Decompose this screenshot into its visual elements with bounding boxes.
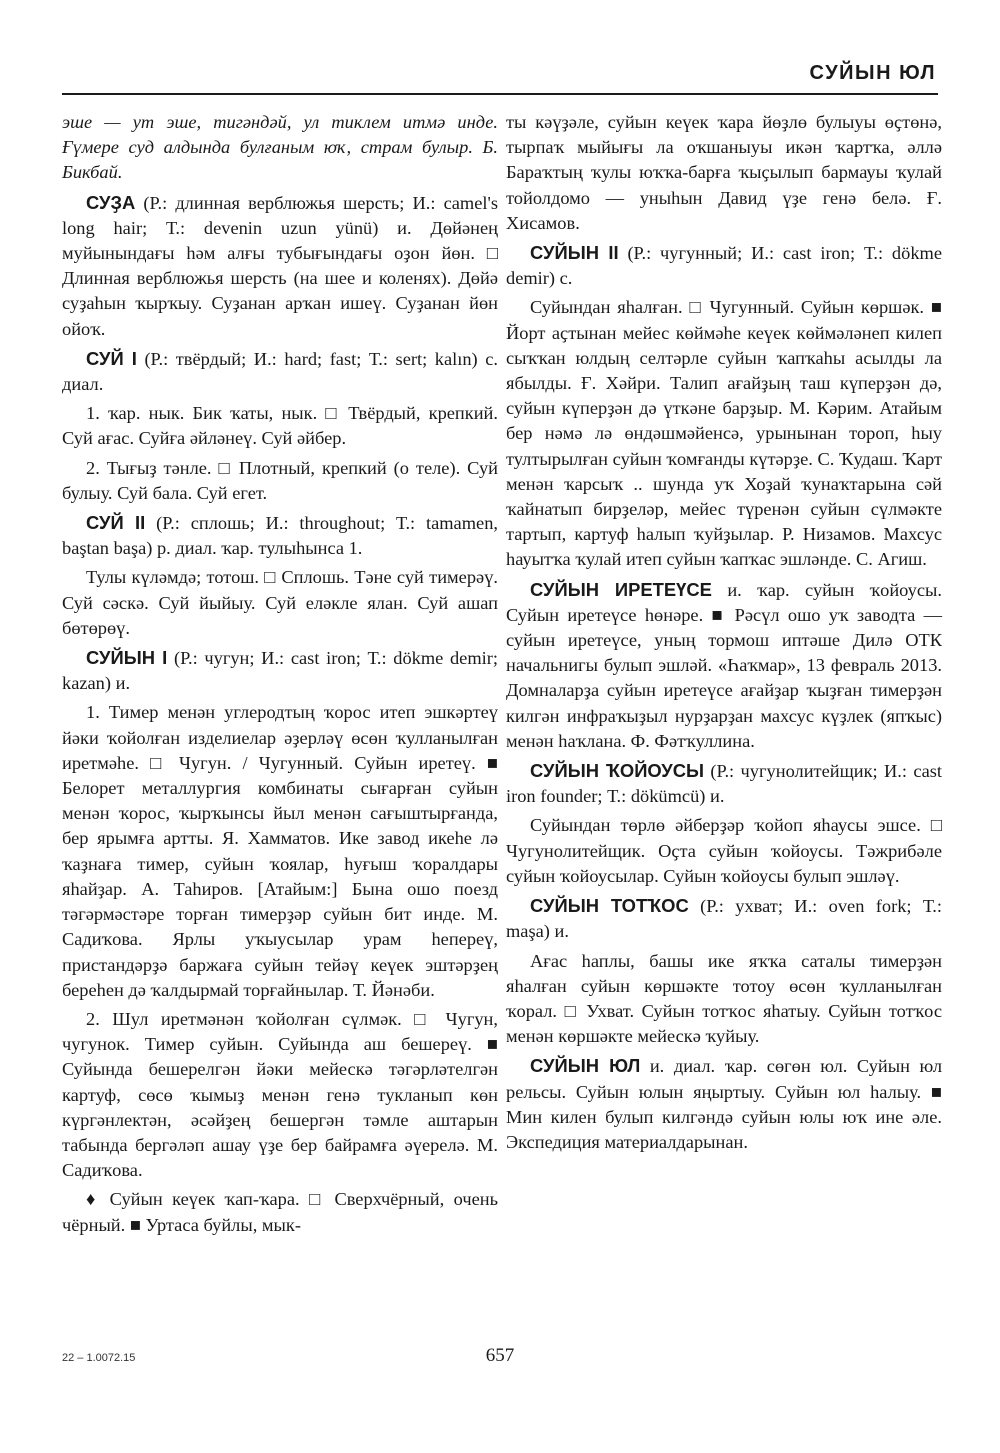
header-rule xyxy=(62,93,938,95)
entry-translations: (Р.: твёрдый; И.: hard; fast; Т.: sert; kalın) с. диал. xyxy=(62,348,498,395)
entry-definition: Ағас һаплы, башы ике яҡҡа саталы тимерҙән яһалған суйын көршәкте тотоу өсөн ҡулланылған ҡорал. □ Ухват. Суйын тотҡос яһатыу. Суйын тотҡос менән көршәкте мейескә ҡуйыу. xyxy=(506,950,942,1047)
entry-definition: Дөйәнең муйынындағы һәм алғы тубығындағы оҙон йөн. □ Длинная верблюжья шерсть (на шее и коленях). Дөйә суҙаһын ҡырҡыу. Суҙанан арҡан ишеү. Суҙанан йөн ойоҡ. xyxy=(62,217,498,339)
entry-translations: (Р.: чугун; И.: cast iron; Т.: dökme demir; kazan) и. xyxy=(62,648,498,694)
entry-suyyn-iretey xyxy=(506,577,942,754)
entry-suza xyxy=(62,190,498,342)
entry-suyyn-yul xyxy=(506,1053,942,1155)
entry-suy-1 xyxy=(62,346,498,397)
sense-1: 1. Тимер менән углеродтың ҡорос итеп эшкәртеү йәки ҡойолған изделиелар әҙерләү өсөн ҡулланылған иретмәһе. □ Чугун. / Чугунный. Суйын иретеү. ■ Белорет металлургия комбинаты сығарған суйын менән ҡорос, ҡырҡынсы йыл менән сағыштырғанда, бер ярымға артты. Я. Хамматов. Ике завод икеһе лә ҡаҙнаға тимер, суйын ҡоялар, һуғыш ҡоралдары яһайҙар. А. Таһиров. [Атайым:] Бына ошо поезд тәгәрмәстәре торған тимерҙәр суйын бит инде. М. Садиҡова. Ярлы уҡыусылар урам һепереү, пристандәрҙә баржаға суйын тейәү кеүек эштәрҙең береһен дә ҡалдырмай торғайнылар. Т. Йәнәби. xyxy=(62,702,498,1000)
entry-translations: (Р.: чугунный; И.: cast iron; Т.: dökme demir) с. xyxy=(506,243,942,289)
entry-suyyn-1 xyxy=(62,645,498,696)
page-number: 657 xyxy=(485,1345,515,1366)
idiom: ♦ Суйын кеүек ҡап-ҡара. □ Сверхчёрный, очень чёрный. ■ Уртаса буйлы, мык- xyxy=(62,1189,498,1235)
headword: СУЙЫН ҠОЙОУСЫ xyxy=(530,760,704,782)
entry-definition: и. диал. ҡар. сөгөн юл. Суйын юл рельсы. Суйын юлын яңыртыу. Суйын юл һалыу. ■ Мин килен булып килгәндә суйын юлы юҡ ине әле. Экспедиция материалдарынан. xyxy=(506,1056,942,1152)
entry-definition: Суйындан төрлө әйберҙәр ҡойоп яһаусы эшсе. □ Чугунолитейщик. Оҫта суйын ҡойоусы. Тәжрибәле суйын ҡойоусылар. Суйын ҡойоусы булып эшләү. xyxy=(506,815,942,886)
headword: СУЙ I xyxy=(86,347,137,369)
entry-suy-2 xyxy=(62,510,498,561)
entry-translations: (Р.: ухват; И.: oven fork; Т.: maşa) и. xyxy=(506,896,942,942)
headword: СУЙЫН I xyxy=(86,647,168,669)
entry-translations: (Р.: чугунолитейщик; И.: cast iron founder; Т.: dökümcü) и. xyxy=(506,761,942,807)
headword: СУЙЫН ТОТҠОС xyxy=(530,895,689,917)
entry-definition: Тулы күләмдә; тотош. □ Сплошь. Тәне суй тимерәү. Суй сәскә. Суй йыйыу. Суй еләкле ялан. Суй ашап бөтөрөү. xyxy=(62,567,498,638)
entry-translations: (Р.: сплошь; И.: throughout; Т.: tamamen, baştan başa) р. диал. ҡар. тулыһынса 1. xyxy=(62,513,498,559)
entry-definition: Суйындан яһалған. □ Чугунный. Суйын көршәк. ■ Йорт аҫтынан мейес көймәһе кеүек көймәләнеп килеп сыҡҡан юлдың селтәрле суйын ҡапҡаһы асылды ла ябылды. Ғ. Хәйри. Талип ағайҙың таш күперҙән дә, суйын күперҙән дә үткәне барҙыр. М. Кәрим. Атайым бер нәмә лә өндәшмәйенсә, урынынан тороп, һыу тултырылған суйын ҡомғанды күтәрҙе. С. Ҡудаш. Ҡарт менән ҡарсыҡ .. шунда уҡ Хоҙай ҡунаҡтарына сәй ҡайнатып бирҙеләр, мейес түренән суйын сүлмәкте тартып, картуф һалып ҡуйҙылар. Р. Низамов. Махсус һауытҡа ҡулай итеп суйын ҡапҡас эшләнде. С. Агиш. xyxy=(506,297,942,570)
sense-2: 2. Шул иретмәнән ҡойолған сүлмәк. □ Чугун, чугунок. Тимер суйын. Суйында аш бешереү. ■ Суйында бешерелгән йәки мейескә тәгәрләтелгән картуф, сөсө ҡымыҙ менән генә тукланып көн күргәнлектән, әсәйҙең бешергән тәмле аштарын табында бергәләп ашау үҙе бер байрамға әүерелә. М. Садиҡова. xyxy=(62,1008,498,1181)
entry-translations: (Р.: длинная верблюжья шерсть; И.: camel's long hair; Т.: devenin uzun yünü) и. xyxy=(62,192,498,238)
left-column xyxy=(62,110,498,1242)
headword: СУЙЫН ИРЕТЕҮСЕ xyxy=(530,578,712,600)
entry-suyyn-totkos xyxy=(506,893,942,944)
headword: СУЙ II xyxy=(86,512,146,534)
running-header: СУЙЫН ЮЛ xyxy=(809,62,936,84)
headword: СУҘА xyxy=(86,191,136,213)
sense-2: 2. Тығыҙ тәнле. □ Плотный, крепкий (о теле). Суй булыу. Суй бала. Суй егет. xyxy=(62,457,498,503)
sense-1: 1. ҡар. нык. Бик ҡаты, нык. □ Твёрдый, крепкий. Суй ағас. Суйға әйләнеү. Суй әйбер. xyxy=(62,403,498,449)
entry-continuation: ты кәүҙәле, суйын кеүек ҡара йөҙлө булыуы өҫтөнә, тырпаҡ мыйығы ла оҡшаныуы икән ҡартҡа, әллә Бараҡтың ҡулы юҡҡа-барға ҡыҫылып бармауы ҡулай тойолдомо — уныһын Давид үҙе генә белә. Ғ. Хисамов. xyxy=(506,112,942,233)
entry-suyyn-koyousy xyxy=(506,758,942,809)
right-column xyxy=(506,110,942,1159)
entry-suyyn-2 xyxy=(506,240,942,291)
entry-definition: и. ҡар. суйын ҡойоусы. Суйын иретеүсе һөнәре. ■ Рәсүл ошо уҡ заводта — суйын иретеүсе, уның тормош иптәше Дилә ОТК начальнигы булып эшләй. «Һаҡмар», 13 февраль 2013. Домналарҙа суйын иретеүсе ағайҙар ҡыҙған тимерҙән килгән инфраҡыҙыл нурҙарҙан махсус күҙлек (япҡыс) менән һаҡлана. Ф. Фәтҡуллина. xyxy=(506,579,942,751)
headword: СУЙЫН ЮЛ xyxy=(530,1055,641,1077)
print-signature: 22 – 1.0072.15 xyxy=(62,1352,136,1364)
entry-continuation: эше — ут эше, тигәндәй, ул тиклем итмә инде. Ғүмере суд алдында булғаным юҡ, страм булыр. Б. Бикбай. xyxy=(62,112,498,183)
headword: СУЙЫН II xyxy=(530,242,619,264)
